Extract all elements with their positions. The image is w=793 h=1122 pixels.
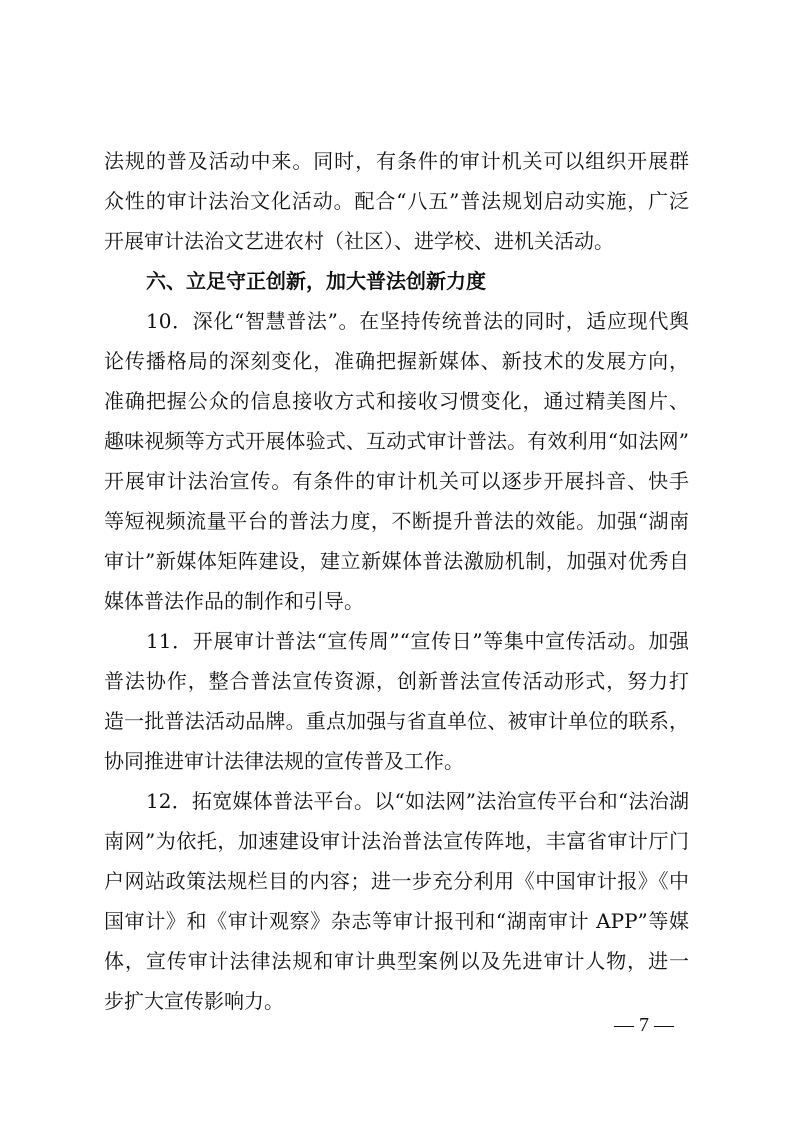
item-11-line: 造一批普法活动品牌。重点加强与省直单位、被审计单位的联系，	[104, 709, 689, 733]
item-12-line: 户网站政策法规栏目的内容；进一步充分利用《中国审计报》《中	[104, 869, 689, 893]
item-10-line: 开展审计法治宣传。有条件的审计机关可以逐步开展抖音、快手	[104, 469, 689, 493]
item-10-line: 论传播格局的深刻变化，准确把握新媒体、新技术的发展方向，	[104, 349, 689, 373]
item-11-line: 协同推进审计法律法规的宣传普及工作。	[104, 749, 464, 773]
item-12-line: 国审计》和《审计观察》杂志等审计报刊和“湖南审计 APP”等媒	[104, 909, 689, 933]
page-number: — 7 —	[614, 1014, 674, 1036]
item-12-line: 12．拓宽媒体普法平台。以“如法网”法治宣传平台和“法治湖	[146, 789, 689, 813]
item-10-line: 趣味视频等方式开展体验式、互动式审计普法。有效利用“如法网”	[104, 429, 689, 453]
paragraph-line: 众性的审计法治文化活动。配合“八五”普法规划启动实施，广泛	[104, 189, 689, 213]
paragraph-line: 开展审计法治文艺进农村（社区）、进学校、进机关活动。	[104, 229, 614, 253]
paragraph-line: 法规的普及活动中来。同时，有条件的审计机关可以组织开展群	[104, 149, 689, 173]
item-12-line: 南网”为依托，加速建设审计法治普法宣传阵地，丰富省审计厅门	[104, 829, 689, 853]
item-10-line: 等短视频流量平台的普法力度，不断提升普法的效能。加强“湖南	[104, 509, 689, 533]
section-heading: 六、立足守正创新，加大普法创新力度	[146, 269, 486, 293]
item-12-line: 步扩大宣传影响力。	[104, 989, 284, 1013]
item-10-line: 媒体普法作品的制作和引导。	[104, 589, 364, 613]
item-10-line: 审计”新媒体矩阵建设，建立新媒体普法激励机制，加强对优秀自	[104, 549, 689, 573]
item-11-line: 11．开展审计普法“宣传周”“宣传日”等集中宣传活动。加强	[146, 629, 689, 653]
item-10-line: 10．深化“智慧普法”。在坚持传统普法的同时，适应现代舆	[146, 309, 689, 333]
item-10-line: 准确把握公众的信息接收方式和接收习惯变化，通过精美图片、	[104, 389, 689, 413]
item-11-line: 普法协作，整合普法宣传资源，创新普法宣传活动形式，努力打	[104, 669, 689, 693]
item-12-line: 体，宣传审计法律法规和审计典型案例以及先进审计人物，进一	[104, 949, 689, 973]
